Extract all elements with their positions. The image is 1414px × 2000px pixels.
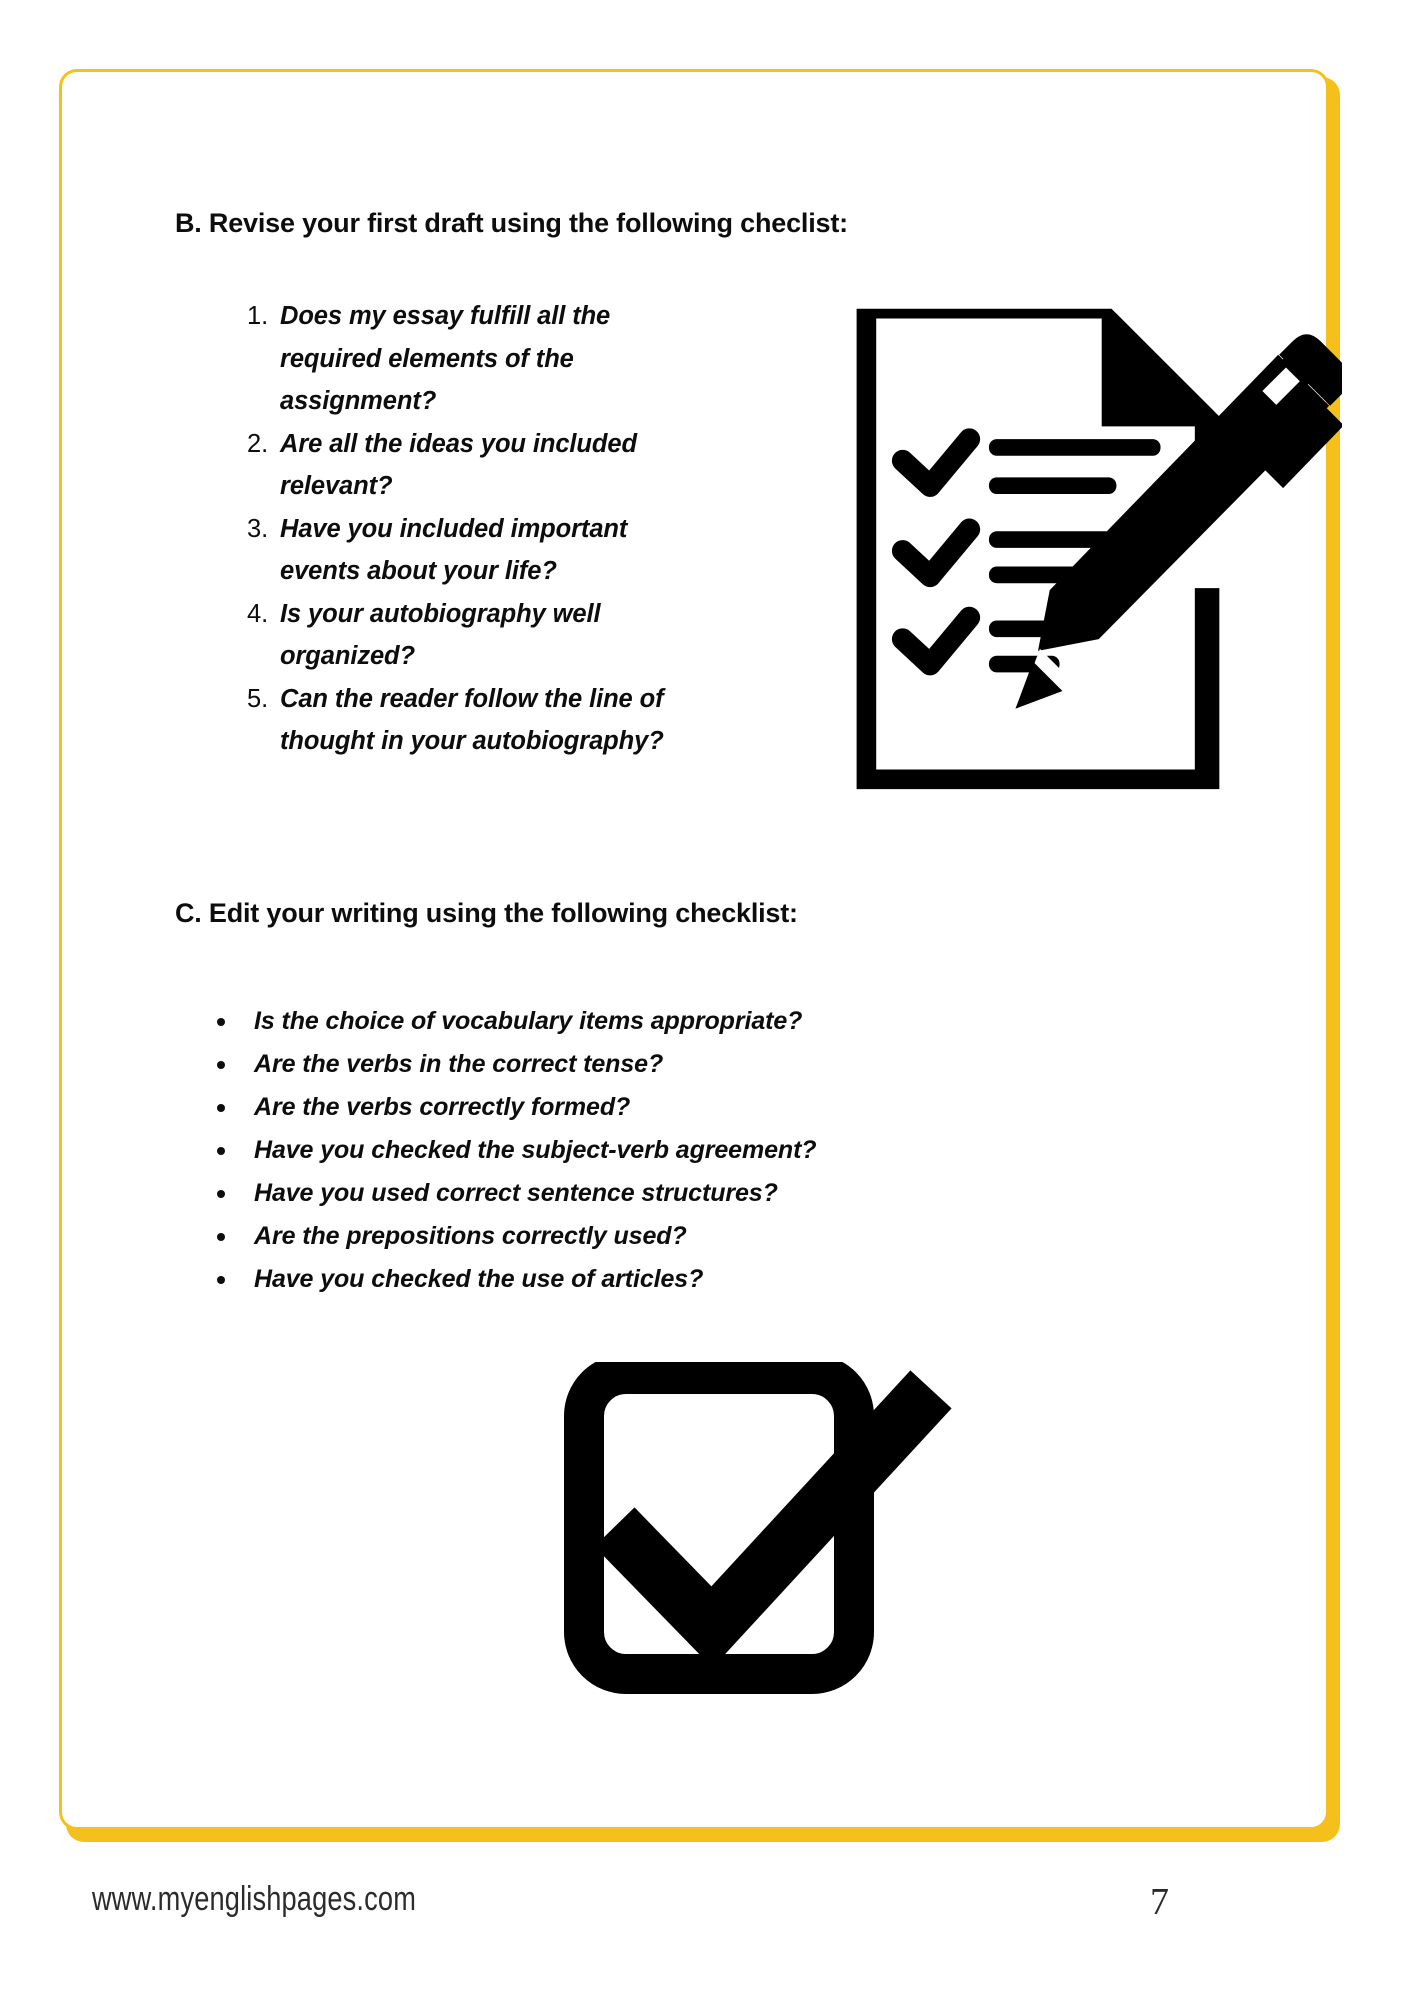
list-item-text: Can the reader follow the line of thought in your autobiography?: [280, 684, 664, 755]
list-item-number: 5.: [247, 684, 269, 713]
bullet-icon: [217, 1061, 225, 1069]
list-item-text: Have you included important events about your life?: [280, 514, 628, 585]
list-item: [247, 295, 667, 423]
bullet-icon: [217, 1190, 225, 1198]
list-item: [247, 423, 667, 508]
list-item-number: 4.: [247, 599, 269, 628]
list-item-text: Does my essay fulfill all the required elements of the assignment?: [280, 302, 611, 415]
page-number: 7: [1150, 1881, 1169, 1923]
content-card: [59, 69, 1329, 1830]
list-item-number: 1.: [247, 302, 269, 330]
list-item-number: 2.: [247, 429, 269, 458]
list-item: [212, 1086, 972, 1129]
page-footer: [0, 1880, 1414, 1950]
list-item-text: Are the prepositions correctly used?: [254, 1222, 687, 1250]
bullet-icon: [217, 1018, 225, 1026]
checked-checkbox-icon: [562, 1362, 952, 1712]
revise-checklist: [247, 295, 667, 763]
checklist-with-pen-icon: [832, 294, 1342, 794]
list-item: [212, 1129, 972, 1172]
section-c-heading: C. Edit your writing using the following checklist:: [175, 898, 798, 928]
list-item: [247, 508, 667, 593]
list-item: [212, 1000, 972, 1043]
list-item: [212, 1172, 972, 1215]
bullet-icon: [217, 1233, 225, 1241]
list-item: [247, 593, 667, 678]
footer-website-url: www.myenglishpages.com: [92, 1880, 417, 1918]
list-item-text: Have you used correct sentence structures?: [254, 1179, 778, 1207]
list-item-text: Are the verbs correctly formed?: [254, 1093, 631, 1121]
bullet-icon: [217, 1104, 225, 1112]
bullet-icon: [217, 1276, 225, 1284]
list-item: [212, 1043, 972, 1086]
list-item-text: Are all the ideas you included relevant?: [280, 429, 637, 500]
list-item-text: Have you checked the use of articles?: [254, 1265, 704, 1293]
list-item-text: Are the verbs in the correct tense?: [254, 1050, 664, 1078]
list-item-text: Have you checked the subject-verb agreement?: [254, 1136, 817, 1164]
list-item-number: 3.: [247, 514, 269, 543]
list-item-text: Is your autobiography well organized?: [280, 599, 601, 670]
list-item-text: Is the choice of vocabulary items appropriate?: [254, 1007, 803, 1035]
list-item: [247, 678, 667, 763]
edit-checklist: [212, 1000, 972, 1301]
list-item: [212, 1258, 972, 1301]
section-b-heading: B. Revise your first draft using the following checlist:: [175, 208, 848, 238]
bullet-icon: [217, 1147, 225, 1155]
list-item: [212, 1215, 972, 1258]
